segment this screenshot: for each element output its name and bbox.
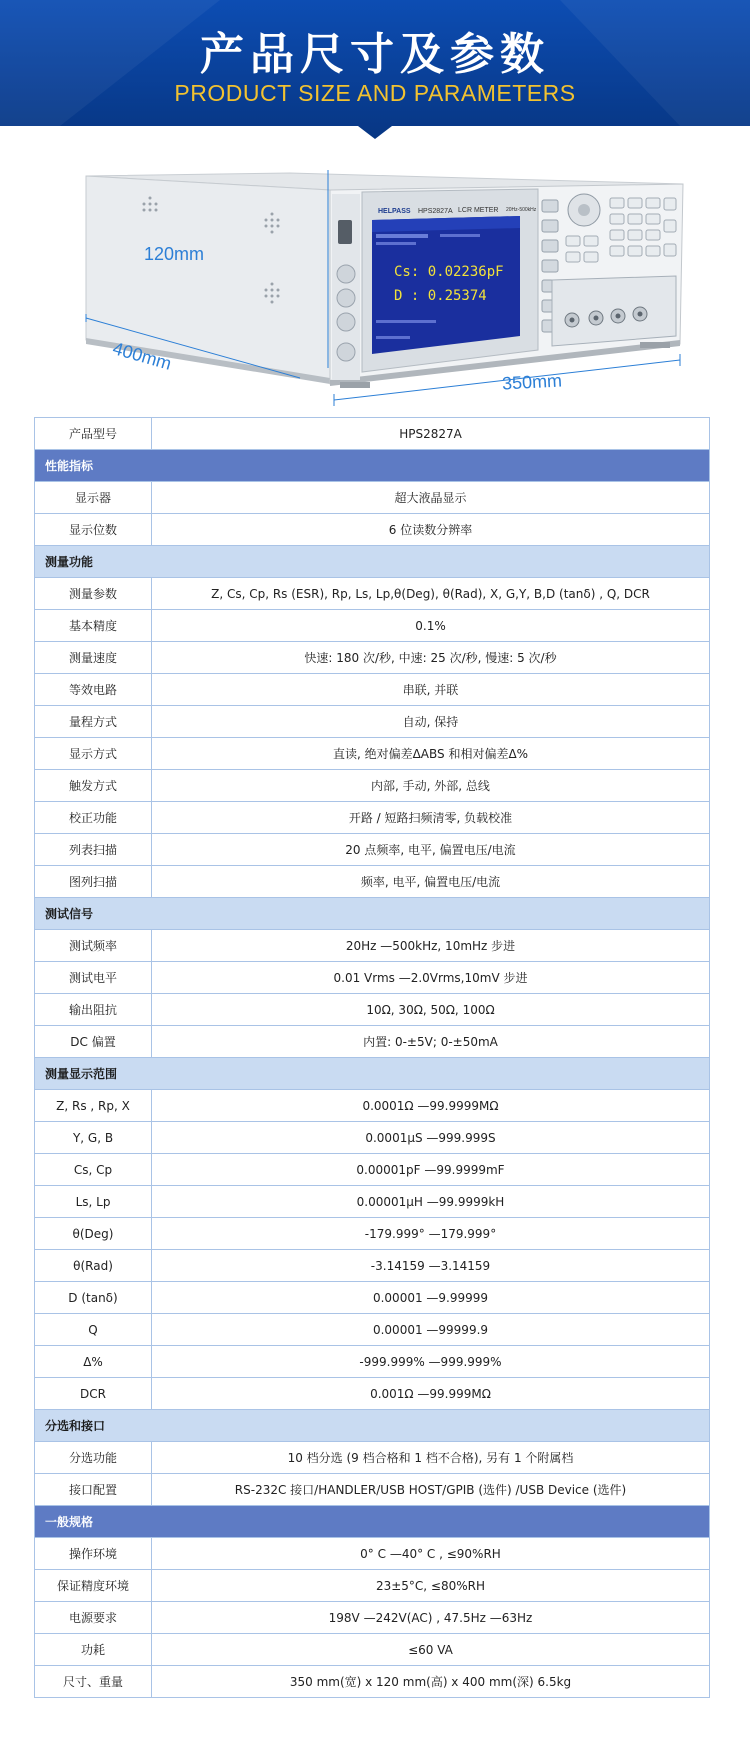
row-value: 0° C —40° C , ≤90%RH xyxy=(152,1538,710,1570)
row-label: 测试频率 xyxy=(35,930,152,962)
row-label: 产品型号 xyxy=(35,418,152,450)
table-row xyxy=(35,866,710,898)
table-row xyxy=(35,1250,710,1282)
table-row xyxy=(35,674,710,706)
row-value: 0.01 Vrms —2.0Vrms,10mV 步进 xyxy=(152,962,710,994)
row-value: 10Ω, 30Ω, 50Ω, 100Ω xyxy=(152,994,710,1026)
freq-label: 20Hz-500kHz xyxy=(506,207,537,213)
height-dimension: 120mm xyxy=(144,244,205,264)
table-row xyxy=(35,1090,710,1122)
table-row xyxy=(35,834,710,866)
row-value: 198V —242V(AC) , 47.5Hz —63Hz xyxy=(152,1602,710,1634)
row-value: 直读, 绝对偏差ΔABS 和相对偏差Δ% xyxy=(152,738,710,770)
table-row xyxy=(35,1218,710,1250)
section-title: 性能指标 xyxy=(35,450,710,482)
table-row xyxy=(35,1122,710,1154)
row-label: 等效电路 xyxy=(35,674,152,706)
row-label: 列表扫描 xyxy=(35,834,152,866)
row-label: 触发方式 xyxy=(35,770,152,802)
row-value: 开路 / 短路扫频清零, 负载校准 xyxy=(152,802,710,834)
row-label: Δ% xyxy=(35,1346,152,1378)
row-label: DCR xyxy=(35,1378,152,1410)
row-label: Z, Rs , Rp, X xyxy=(35,1090,152,1122)
row-value: 0.00001μH —99.9999kH xyxy=(152,1186,710,1218)
table-row xyxy=(35,1602,710,1634)
table-row xyxy=(35,1026,710,1058)
table-row xyxy=(35,610,710,642)
row-label: Y, G, B xyxy=(35,1122,152,1154)
table-row xyxy=(35,994,710,1026)
row-label: 分选功能 xyxy=(35,1442,152,1474)
row-label: 显示器 xyxy=(35,482,152,514)
section-title: 测试信号 xyxy=(35,898,710,930)
row-value: 超大液晶显示 xyxy=(152,482,710,514)
section-header xyxy=(35,546,710,578)
section-header xyxy=(35,1410,710,1442)
screen-reading-2: D : 0.25374 xyxy=(394,288,487,304)
table-row xyxy=(35,578,710,610)
row-value: 内部, 手动, 外部, 总线 xyxy=(152,770,710,802)
row-value: 0.0001μS —999.999S xyxy=(152,1122,710,1154)
table-row xyxy=(35,930,710,962)
section-header xyxy=(35,1506,710,1538)
table-row xyxy=(35,642,710,674)
row-value: -3.14159 —3.14159 xyxy=(152,1250,710,1282)
row-label: 电源要求 xyxy=(35,1602,152,1634)
table-row xyxy=(35,1186,710,1218)
table-row xyxy=(35,1314,710,1346)
row-label: 尺寸、重量 xyxy=(35,1666,152,1698)
section-title: 测量显示范围 xyxy=(35,1058,710,1090)
row-value: 快速: 180 次/秒, 中速: 25 次/秒, 慢速: 5 次/秒 xyxy=(152,642,710,674)
row-value: 0.001Ω —99.999MΩ xyxy=(152,1378,710,1410)
table-row xyxy=(35,1538,710,1570)
row-label: 基本精度 xyxy=(35,610,152,642)
row-value: -179.999° —179.999° xyxy=(152,1218,710,1250)
table-row xyxy=(35,802,710,834)
row-label: 接口配置 xyxy=(35,1474,152,1506)
row-label: 量程方式 xyxy=(35,706,152,738)
row-label: Cs, Cp xyxy=(35,1154,152,1186)
table-row xyxy=(35,514,710,546)
row-label: θ(Rad) xyxy=(35,1250,152,1282)
section-title: 测量功能 xyxy=(35,546,710,578)
row-label: D (tanδ) xyxy=(35,1282,152,1314)
row-value: 自动, 保持 xyxy=(152,706,710,738)
row-value: 23±5°C, ≤80%RH xyxy=(152,1570,710,1602)
row-value: 20Hz —500kHz, 10mHz 步进 xyxy=(152,930,710,962)
row-value: 0.0001Ω —99.9999MΩ xyxy=(152,1090,710,1122)
section-header xyxy=(35,898,710,930)
brand-logo: HELPASS xyxy=(378,208,411,215)
screen-reading-1: Cs: 0.02236pF xyxy=(394,264,504,280)
product-illustration xyxy=(0,140,750,412)
table-row xyxy=(35,962,710,994)
row-value: ≤60 VA xyxy=(152,1634,710,1666)
row-label: 显示方式 xyxy=(35,738,152,770)
spec-table xyxy=(34,417,710,1698)
header-banner xyxy=(0,0,750,140)
page-title: 产品尺寸及参数 xyxy=(200,29,550,80)
row-label: 测量参数 xyxy=(35,578,152,610)
table-row xyxy=(35,738,710,770)
row-label: 测量速度 xyxy=(35,642,152,674)
row-value: -999.999% —999.999% xyxy=(152,1346,710,1378)
row-label: 校正功能 xyxy=(35,802,152,834)
table-row xyxy=(35,482,710,514)
row-label: Q xyxy=(35,1314,152,1346)
row-label: 功耗 xyxy=(35,1634,152,1666)
row-value: 0.00001pF —99.9999mF xyxy=(152,1154,710,1186)
row-value: 10 档分选 (9 档合格和 1 档不合格), 另有 1 个附属档 xyxy=(152,1442,710,1474)
row-value: 0.1% xyxy=(152,610,710,642)
row-value: HPS2827A xyxy=(152,418,710,450)
row-label: 显示位数 xyxy=(35,514,152,546)
table-row xyxy=(35,1346,710,1378)
row-value: 频率, 电平, 偏置电压/电流 xyxy=(152,866,710,898)
row-label: 测试电平 xyxy=(35,962,152,994)
row-label: 保证精度环境 xyxy=(35,1570,152,1602)
table-row xyxy=(35,1378,710,1410)
table-row xyxy=(35,1282,710,1314)
table-row xyxy=(35,770,710,802)
row-value: 20 点频率, 电平, 偏置电压/电流 xyxy=(152,834,710,866)
row-value: 内置: 0-±5V; 0-±50mA xyxy=(152,1026,710,1058)
row-value: 350 mm(宽) x 120 mm(高) x 400 mm(深) 6.5kg xyxy=(152,1666,710,1698)
row-value: 6 位读数分辨率 xyxy=(152,514,710,546)
table-row xyxy=(35,1474,710,1506)
row-value: 0.00001 —9.99999 xyxy=(152,1282,710,1314)
row-label: 图列扫描 xyxy=(35,866,152,898)
row-value: RS-232C 接口/HANDLER/USB HOST/GPIB (选件) /USB Device (选件) xyxy=(152,1474,710,1506)
table-row-model xyxy=(35,418,710,450)
row-value: 0.00001 —99999.9 xyxy=(152,1314,710,1346)
table-row xyxy=(35,706,710,738)
depth-dimension: 400mm xyxy=(110,338,174,374)
screen-text-layer xyxy=(0,140,750,412)
width-dimension: 350mm xyxy=(501,370,563,394)
row-label: 操作环境 xyxy=(35,1538,152,1570)
row-label: 输出阻抗 xyxy=(35,994,152,1026)
section-header xyxy=(35,1058,710,1090)
meter-label: LCR METER xyxy=(458,207,499,214)
row-label: DC 偏置 xyxy=(35,1026,152,1058)
model-label: HPS2827A xyxy=(418,208,453,215)
row-label: θ(Deg) xyxy=(35,1218,152,1250)
section-header xyxy=(35,450,710,482)
table-row xyxy=(35,1570,710,1602)
table-row xyxy=(35,1154,710,1186)
row-value: 串联, 并联 xyxy=(152,674,710,706)
section-title: 一般规格 xyxy=(35,1506,710,1538)
table-row xyxy=(35,1634,710,1666)
row-value: Z, Cs, Cp, Rs (ESR), Rp, Ls, Lp,θ(Deg), θ(Rad), X, G,Y, B,D (tanδ) , Q, DCR xyxy=(152,578,710,610)
section-title: 分选和接口 xyxy=(35,1410,710,1442)
table-row xyxy=(35,1442,710,1474)
page-subtitle: PRODUCT SIZE AND PARAMETERS xyxy=(174,80,576,106)
row-label: Ls, Lp xyxy=(35,1186,152,1218)
table-row xyxy=(35,1666,710,1698)
